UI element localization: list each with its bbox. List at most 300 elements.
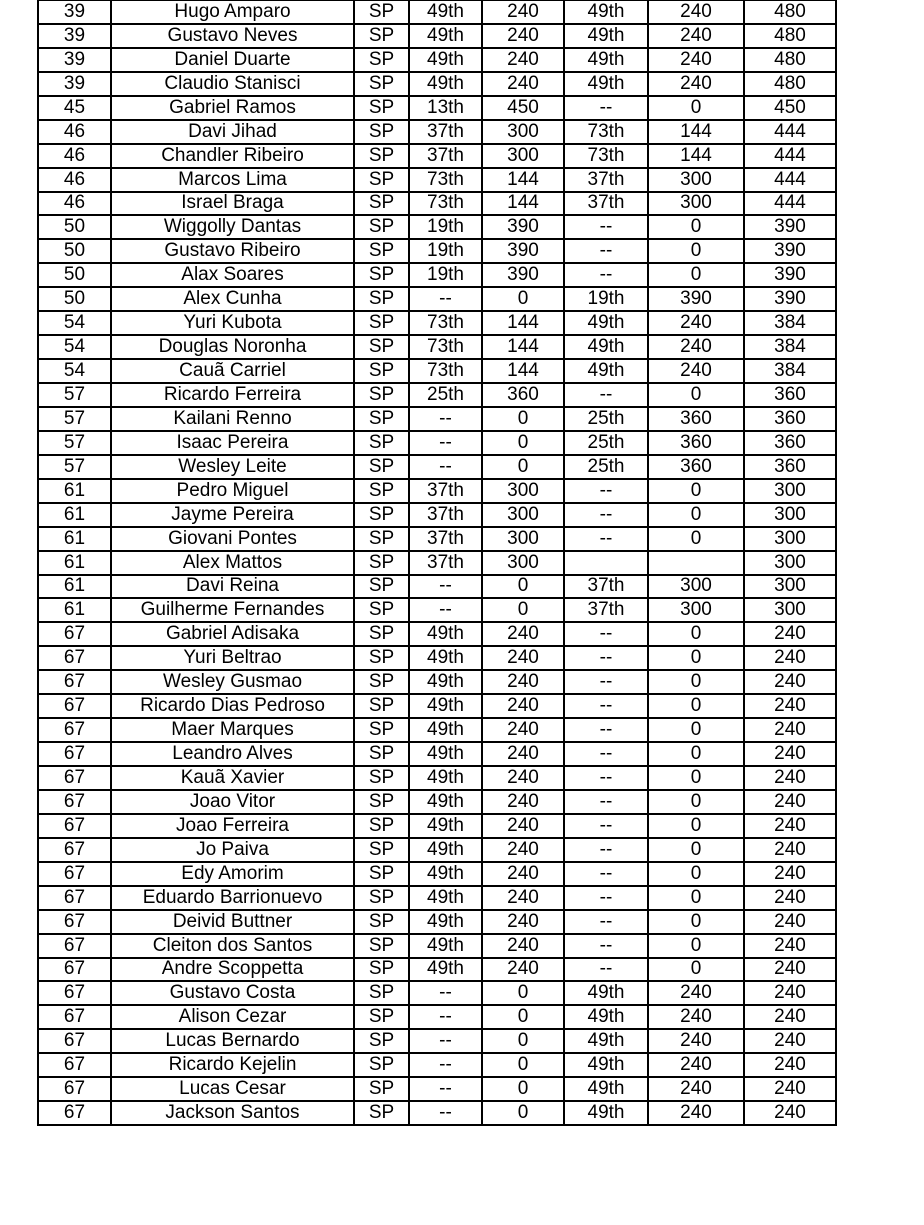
name-cell: Giovani Pontes	[111, 527, 354, 551]
points-1-cell: 240	[482, 646, 564, 670]
total-cell: 384	[744, 359, 836, 383]
table-row	[38, 862, 836, 886]
points-1-cell: 240	[482, 958, 564, 982]
name-cell: Davi Reina	[111, 575, 354, 599]
points-2-cell: 300	[648, 168, 744, 192]
placing-2-cell: 25th	[564, 455, 648, 479]
name-cell: Hugo Amparo	[111, 1, 354, 24]
rank-cell: 61	[38, 598, 111, 622]
state-cell: SP	[354, 670, 409, 694]
points-1-cell: 240	[482, 886, 564, 910]
points-1-cell: 300	[482, 527, 564, 551]
table-row	[38, 311, 836, 335]
rank-cell: 67	[38, 1053, 111, 1077]
state-cell: SP	[354, 1101, 409, 1125]
points-2-cell: 360	[648, 407, 744, 431]
points-2-cell: 0	[648, 646, 744, 670]
points-1-cell: 0	[482, 1053, 564, 1077]
rank-cell: 67	[38, 718, 111, 742]
table-row	[38, 1101, 836, 1125]
points-2-cell: 0	[648, 383, 744, 407]
name-cell: Chandler Ribeiro	[111, 144, 354, 168]
points-1-cell: 450	[482, 96, 564, 120]
placing-1-cell: 49th	[409, 694, 482, 718]
rank-cell: 50	[38, 239, 111, 263]
rank-cell: 50	[38, 287, 111, 311]
rank-cell: 61	[38, 575, 111, 599]
name-cell: Maer Marques	[111, 718, 354, 742]
points-1-cell: 390	[482, 263, 564, 287]
placing-2-cell: 49th	[564, 24, 648, 48]
total-cell: 240	[744, 646, 836, 670]
table-row	[38, 239, 836, 263]
placing-1-cell: 49th	[409, 766, 482, 790]
table-row	[38, 144, 836, 168]
total-cell: 240	[744, 1101, 836, 1125]
placing-2-cell: --	[564, 646, 648, 670]
rank-cell: 67	[38, 886, 111, 910]
state-cell: SP	[354, 527, 409, 551]
placing-2-cell: 49th	[564, 311, 648, 335]
points-1-cell: 360	[482, 383, 564, 407]
points-2-cell: 0	[648, 862, 744, 886]
total-cell: 240	[744, 958, 836, 982]
placing-1-cell: 37th	[409, 479, 482, 503]
rank-cell: 46	[38, 120, 111, 144]
table-row	[38, 1005, 836, 1029]
placing-1-cell: 19th	[409, 263, 482, 287]
rank-cell: 57	[38, 455, 111, 479]
total-cell: 360	[744, 431, 836, 455]
points-2-cell: 300	[648, 598, 744, 622]
placing-1-cell: --	[409, 431, 482, 455]
points-1-cell: 240	[482, 72, 564, 96]
placing-2-cell: 49th	[564, 1053, 648, 1077]
placing-1-cell: 49th	[409, 838, 482, 862]
total-cell: 444	[744, 144, 836, 168]
rank-cell: 61	[38, 551, 111, 575]
state-cell: SP	[354, 694, 409, 718]
state-cell: SP	[354, 718, 409, 742]
total-cell: 240	[744, 910, 836, 934]
state-cell: SP	[354, 192, 409, 216]
state-cell: SP	[354, 1005, 409, 1029]
rank-cell: 61	[38, 527, 111, 551]
total-cell: 240	[744, 886, 836, 910]
total-cell: 300	[744, 503, 836, 527]
placing-2-cell: 49th	[564, 48, 648, 72]
points-2-cell: 0	[648, 503, 744, 527]
state-cell: SP	[354, 144, 409, 168]
table-row	[38, 910, 836, 934]
state-cell: SP	[354, 1, 409, 24]
placing-2-cell: 37th	[564, 575, 648, 599]
rank-cell: 39	[38, 72, 111, 96]
table-row	[38, 168, 836, 192]
total-cell: 300	[744, 551, 836, 575]
points-2-cell: 240	[648, 1005, 744, 1029]
points-1-cell: 240	[482, 718, 564, 742]
rank-cell: 50	[38, 215, 111, 239]
placing-1-cell: 49th	[409, 934, 482, 958]
points-1-cell: 240	[482, 48, 564, 72]
placing-1-cell: --	[409, 1101, 482, 1125]
placing-2-cell: 49th	[564, 1077, 648, 1101]
placing-2-cell: --	[564, 96, 648, 120]
table-row	[38, 575, 836, 599]
total-cell: 384	[744, 335, 836, 359]
table-row	[38, 335, 836, 359]
placing-2-cell: --	[564, 694, 648, 718]
placing-2-cell: --	[564, 886, 648, 910]
name-cell: Ricardo Kejelin	[111, 1053, 354, 1077]
points-2-cell: 360	[648, 455, 744, 479]
state-cell: SP	[354, 239, 409, 263]
points-2-cell: 0	[648, 766, 744, 790]
points-2-cell: 360	[648, 431, 744, 455]
total-cell: 384	[744, 311, 836, 335]
name-cell: Douglas Noronha	[111, 335, 354, 359]
total-cell: 360	[744, 455, 836, 479]
state-cell: SP	[354, 24, 409, 48]
total-cell: 360	[744, 383, 836, 407]
placing-1-cell: 49th	[409, 958, 482, 982]
rank-cell: 54	[38, 311, 111, 335]
rank-cell: 67	[38, 958, 111, 982]
table-row	[38, 981, 836, 1005]
points-1-cell: 0	[482, 1029, 564, 1053]
points-2-cell: 0	[648, 239, 744, 263]
placing-2-cell: --	[564, 670, 648, 694]
name-cell: Pedro Miguel	[111, 479, 354, 503]
placing-2-cell: 37th	[564, 192, 648, 216]
placing-1-cell: 37th	[409, 144, 482, 168]
total-cell: 240	[744, 862, 836, 886]
name-cell: Gustavo Ribeiro	[111, 239, 354, 263]
points-1-cell: 240	[482, 838, 564, 862]
name-cell: Lucas Cesar	[111, 1077, 354, 1101]
table-row	[38, 1077, 836, 1101]
rank-cell: 67	[38, 694, 111, 718]
table-row	[38, 598, 836, 622]
points-1-cell: 300	[482, 479, 564, 503]
name-cell: Lucas Bernardo	[111, 1029, 354, 1053]
name-cell: Isaac Pereira	[111, 431, 354, 455]
placing-1-cell: 73th	[409, 311, 482, 335]
placing-2-cell: --	[564, 527, 648, 551]
placing-1-cell: 49th	[409, 646, 482, 670]
points-2-cell: 144	[648, 120, 744, 144]
rank-cell: 67	[38, 1101, 111, 1125]
name-cell: Alex Cunha	[111, 287, 354, 311]
placing-2-cell: --	[564, 838, 648, 862]
points-1-cell: 144	[482, 311, 564, 335]
name-cell: Edy Amorim	[111, 862, 354, 886]
table-row	[38, 24, 836, 48]
placing-1-cell: --	[409, 455, 482, 479]
rank-cell: 67	[38, 646, 111, 670]
placing-1-cell: 49th	[409, 1, 482, 24]
points-2-cell: 240	[648, 1053, 744, 1077]
placing-1-cell: 49th	[409, 790, 482, 814]
state-cell: SP	[354, 551, 409, 575]
placing-2-cell: 19th	[564, 287, 648, 311]
points-2-cell: 0	[648, 694, 744, 718]
state-cell: SP	[354, 383, 409, 407]
state-cell: SP	[354, 862, 409, 886]
total-cell: 240	[744, 742, 836, 766]
total-cell: 390	[744, 263, 836, 287]
placing-1-cell: --	[409, 1053, 482, 1077]
placing-2-cell: --	[564, 910, 648, 934]
rank-cell: 39	[38, 1, 111, 24]
table-row	[38, 622, 836, 646]
table-row	[38, 479, 836, 503]
name-cell: Gabriel Ramos	[111, 96, 354, 120]
rank-cell: 50	[38, 263, 111, 287]
placing-1-cell: 49th	[409, 814, 482, 838]
placing-1-cell: 49th	[409, 622, 482, 646]
points-1-cell: 144	[482, 335, 564, 359]
points-1-cell: 240	[482, 670, 564, 694]
table-row	[38, 527, 836, 551]
rank-cell: 67	[38, 1029, 111, 1053]
total-cell: 240	[744, 622, 836, 646]
placing-2-cell: 49th	[564, 335, 648, 359]
table-row	[38, 742, 836, 766]
placing-1-cell: 73th	[409, 359, 482, 383]
name-cell: Claudio Stanisci	[111, 72, 354, 96]
table-row	[38, 718, 836, 742]
state-cell: SP	[354, 359, 409, 383]
table-row	[38, 886, 836, 910]
points-1-cell: 144	[482, 192, 564, 216]
name-cell: Wesley Gusmao	[111, 670, 354, 694]
rank-cell: 67	[38, 766, 111, 790]
points-2-cell: 0	[648, 96, 744, 120]
placing-1-cell: 49th	[409, 910, 482, 934]
ranking-table-body	[38, 1, 836, 1126]
state-cell: SP	[354, 598, 409, 622]
table-row	[38, 694, 836, 718]
rank-cell: 67	[38, 838, 111, 862]
state-cell: SP	[354, 575, 409, 599]
total-cell: 444	[744, 192, 836, 216]
table-row	[38, 287, 836, 311]
points-2-cell: 0	[648, 886, 744, 910]
state-cell: SP	[354, 1053, 409, 1077]
name-cell: Alison Cezar	[111, 1005, 354, 1029]
points-1-cell: 240	[482, 814, 564, 838]
points-1-cell: 240	[482, 790, 564, 814]
placing-2-cell: --	[564, 479, 648, 503]
name-cell: Wiggolly Dantas	[111, 215, 354, 239]
placing-2-cell: 49th	[564, 1101, 648, 1125]
name-cell: Jayme Pereira	[111, 503, 354, 527]
points-2-cell: 0	[648, 263, 744, 287]
state-cell: SP	[354, 287, 409, 311]
table-row	[38, 48, 836, 72]
placing-2-cell: --	[564, 958, 648, 982]
rank-cell: 54	[38, 335, 111, 359]
placing-1-cell: --	[409, 407, 482, 431]
points-1-cell: 144	[482, 359, 564, 383]
points-1-cell: 0	[482, 1101, 564, 1125]
points-1-cell: 240	[482, 934, 564, 958]
state-cell: SP	[354, 263, 409, 287]
table-row	[38, 766, 836, 790]
table-row	[38, 503, 836, 527]
table-row	[38, 431, 836, 455]
name-cell: Eduardo Barrionuevo	[111, 886, 354, 910]
rank-cell: 54	[38, 359, 111, 383]
points-1-cell: 390	[482, 215, 564, 239]
rank-cell: 46	[38, 192, 111, 216]
points-2-cell: 0	[648, 910, 744, 934]
total-cell: 450	[744, 96, 836, 120]
table-row	[38, 383, 836, 407]
points-2-cell: 240	[648, 72, 744, 96]
state-cell: SP	[354, 838, 409, 862]
state-cell: SP	[354, 934, 409, 958]
name-cell: Marcos Lima	[111, 168, 354, 192]
rank-cell: 57	[38, 431, 111, 455]
name-cell: Guilherme Fernandes	[111, 598, 354, 622]
points-2-cell: 0	[648, 718, 744, 742]
placing-2-cell: --	[564, 263, 648, 287]
total-cell: 240	[744, 766, 836, 790]
table-row	[38, 192, 836, 216]
name-cell: Deivid Buttner	[111, 910, 354, 934]
placing-2-cell: 73th	[564, 144, 648, 168]
name-cell: Andre Scoppetta	[111, 958, 354, 982]
rank-cell: 67	[38, 670, 111, 694]
state-cell: SP	[354, 96, 409, 120]
name-cell: Yuri Beltrao	[111, 646, 354, 670]
placing-2-cell: --	[564, 622, 648, 646]
ranking-table	[37, 0, 837, 1126]
placing-2-cell: --	[564, 814, 648, 838]
table-row	[38, 1053, 836, 1077]
state-cell: SP	[354, 622, 409, 646]
points-2-cell: 240	[648, 1029, 744, 1053]
table-row	[38, 455, 836, 479]
placing-1-cell: --	[409, 575, 482, 599]
points-2-cell: 0	[648, 790, 744, 814]
rank-cell: 67	[38, 910, 111, 934]
total-cell: 240	[744, 718, 836, 742]
points-2-cell	[648, 551, 744, 575]
rank-cell: 57	[38, 383, 111, 407]
placing-1-cell: 49th	[409, 742, 482, 766]
state-cell: SP	[354, 910, 409, 934]
placing-2-cell: --	[564, 934, 648, 958]
placing-1-cell: --	[409, 1029, 482, 1053]
state-cell: SP	[354, 766, 409, 790]
placing-1-cell: 49th	[409, 24, 482, 48]
state-cell: SP	[354, 48, 409, 72]
name-cell: Alex Mattos	[111, 551, 354, 575]
total-cell: 240	[744, 1029, 836, 1053]
placing-1-cell: 37th	[409, 551, 482, 575]
points-2-cell: 0	[648, 934, 744, 958]
placing-1-cell: 49th	[409, 48, 482, 72]
placing-2-cell: 25th	[564, 431, 648, 455]
name-cell: Kauã Xavier	[111, 766, 354, 790]
placing-2-cell: 49th	[564, 981, 648, 1005]
points-1-cell: 240	[482, 766, 564, 790]
total-cell: 444	[744, 120, 836, 144]
state-cell: SP	[354, 407, 409, 431]
rank-cell: 67	[38, 934, 111, 958]
state-cell: SP	[354, 886, 409, 910]
total-cell: 300	[744, 527, 836, 551]
rank-cell: 67	[38, 1005, 111, 1029]
total-cell: 300	[744, 575, 836, 599]
points-2-cell: 240	[648, 311, 744, 335]
name-cell: Gabriel Adisaka	[111, 622, 354, 646]
placing-1-cell: --	[409, 1005, 482, 1029]
placing-2-cell: --	[564, 766, 648, 790]
placing-1-cell: 37th	[409, 120, 482, 144]
points-2-cell: 300	[648, 575, 744, 599]
total-cell: 480	[744, 72, 836, 96]
total-cell: 360	[744, 407, 836, 431]
table-row	[38, 790, 836, 814]
rank-cell: 67	[38, 814, 111, 838]
placing-1-cell: 73th	[409, 168, 482, 192]
name-cell: Daniel Duarte	[111, 48, 354, 72]
placing-1-cell: --	[409, 598, 482, 622]
rank-cell: 67	[38, 981, 111, 1005]
points-2-cell: 0	[648, 742, 744, 766]
name-cell: Ricardo Ferreira	[111, 383, 354, 407]
rank-cell: 67	[38, 622, 111, 646]
state-cell: SP	[354, 168, 409, 192]
points-2-cell: 0	[648, 814, 744, 838]
placing-1-cell: 73th	[409, 335, 482, 359]
name-cell: Wesley Leite	[111, 455, 354, 479]
points-2-cell: 240	[648, 1077, 744, 1101]
points-2-cell: 144	[648, 144, 744, 168]
points-2-cell: 240	[648, 1, 744, 24]
table-row	[38, 814, 836, 838]
points-2-cell: 0	[648, 622, 744, 646]
table-row	[38, 551, 836, 575]
points-1-cell: 0	[482, 1005, 564, 1029]
total-cell: 390	[744, 287, 836, 311]
points-2-cell: 0	[648, 958, 744, 982]
rank-cell: 46	[38, 168, 111, 192]
name-cell: Cleiton dos Santos	[111, 934, 354, 958]
points-2-cell: 240	[648, 335, 744, 359]
placing-2-cell: 49th	[564, 1005, 648, 1029]
state-cell: SP	[354, 790, 409, 814]
table-row	[38, 72, 836, 96]
state-cell: SP	[354, 958, 409, 982]
total-cell: 390	[744, 215, 836, 239]
points-1-cell: 240	[482, 742, 564, 766]
table-row	[38, 407, 836, 431]
rank-cell: 61	[38, 479, 111, 503]
placing-2-cell: 73th	[564, 120, 648, 144]
placing-1-cell: 37th	[409, 527, 482, 551]
state-cell: SP	[354, 646, 409, 670]
name-cell: Yuri Kubota	[111, 311, 354, 335]
name-cell: Cauã Carriel	[111, 359, 354, 383]
placing-2-cell: --	[564, 503, 648, 527]
total-cell: 240	[744, 1005, 836, 1029]
